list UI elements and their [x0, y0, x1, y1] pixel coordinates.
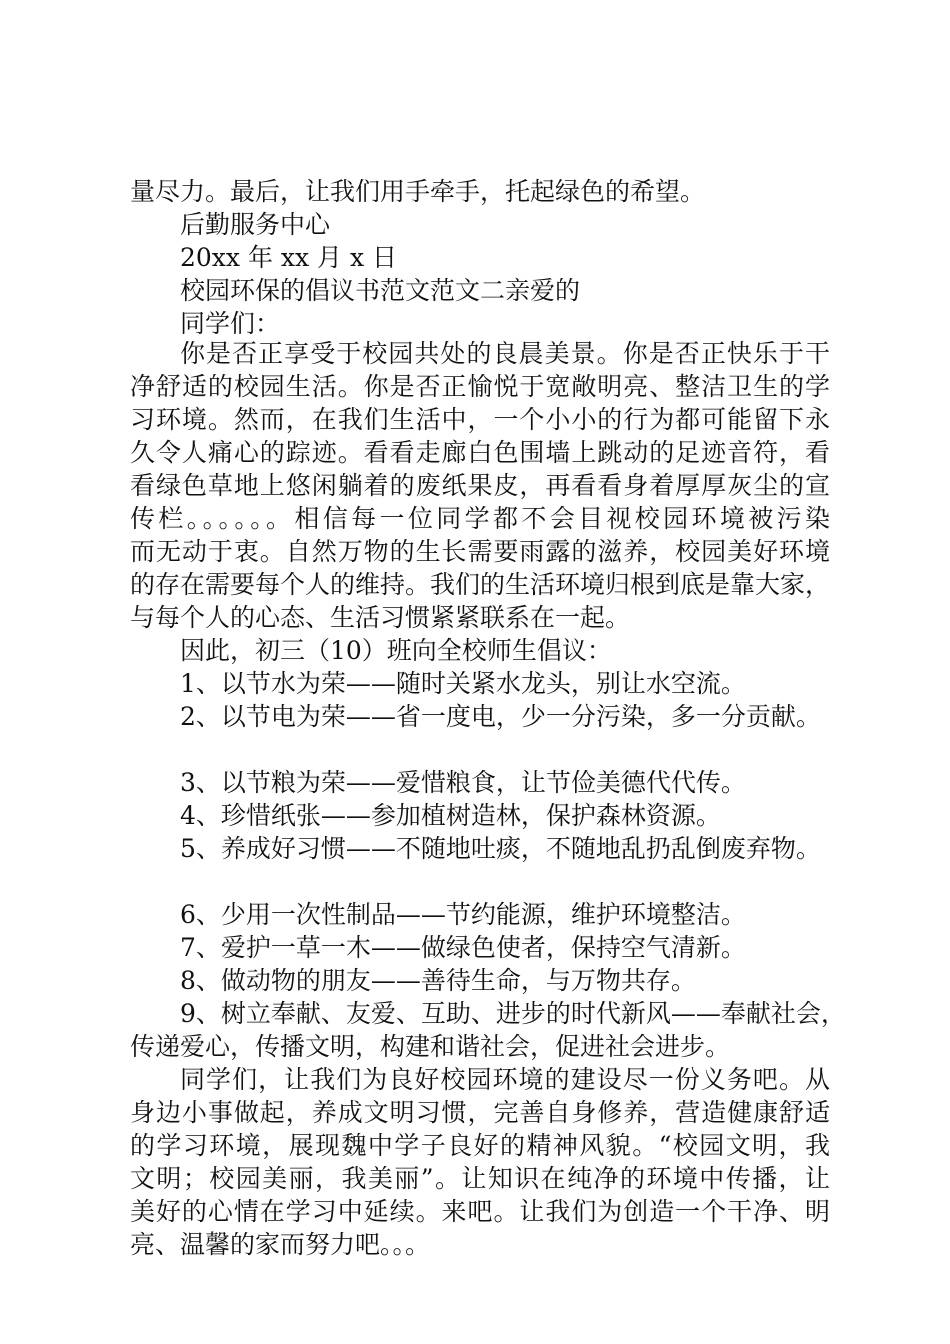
- signature-date: 20xx 年 xx 月 x 日: [180, 243, 398, 272]
- paragraph-line: 传栏。。。。。。相信每一位同学都不会目视校园环境被污染: [130, 504, 830, 533]
- list-item: 7、爱护一草一木——做绿色使者，保持空气清新。: [180, 933, 746, 962]
- list-item: 4、珍惜纸张——参加植树造林，保护森林资源。: [180, 801, 721, 830]
- paragraph-line: 美好的心情在学习中延续。来吧。让我们为创造一个干净、明: [130, 1197, 830, 1226]
- list-item: 1、以节水为荣——随时关紧水龙头，别让水空流。: [180, 669, 746, 698]
- paragraph-line: 的学习环境，展现魏中学子良好的精神风貌。“校园文明，我: [130, 1131, 830, 1160]
- paragraph-line: 而无动于衷。自然万物的生长需要雨露的滋养，校园美好环境: [130, 537, 830, 566]
- section-title: 校园环保的倡议书范文范文二亲爱的: [180, 276, 581, 305]
- paragraph-line: 亮、温馨的家而努力吧。。。: [130, 1230, 431, 1259]
- list-item: 2、以节电为荣——省一度电，少一分污染，多一分贡献。: [180, 702, 821, 731]
- list-item: 9、树立奉献、友爱、互助、进步的时代新风——奉献社会，: [180, 999, 846, 1028]
- paragraph-line: 习环境。然而，在我们生活中，一个小小的行为都可能留下永: [130, 405, 830, 434]
- paragraph-line: 看绿色草地上悠闲躺着的废纸果皮，再看看身着厚厚灰尘的宣: [130, 471, 830, 500]
- paragraph-line: 的存在需要每个人的维持。我们的生活环境归根到底是靠大家，: [130, 570, 831, 599]
- list-item: 5、养成好习惯——不随地吐痰，不随地乱扔乱倒废弃物。: [180, 834, 821, 863]
- paragraph-line: 净舒适的校园生活。你是否正愉悦于宽敞明亮、整洁卫生的学: [130, 372, 830, 401]
- paragraph-line: 文明；校园美丽，我美丽”。让知识在纯净的环境中传播，让: [130, 1164, 830, 1193]
- salutation: 同学们：: [180, 309, 281, 338]
- list-item: 3、以节粮为荣——爱惜粮食，让节俭美德代代传。: [180, 768, 746, 797]
- paragraph-line: 你是否正享受于校园共处的良晨美景。你是否正快乐于干: [180, 339, 830, 368]
- paragraph-line: 久令人痛心的踪迹。看看走廊白色围墙上跳动的足迹音符，看: [130, 438, 830, 467]
- signature-department: 后勤服务中心: [180, 210, 331, 239]
- paragraph-line: 同学们，让我们为良好校园环境的建设尽一份义务吧。从: [180, 1065, 830, 1094]
- paragraph-line: 身边小事做起，养成文明习惯，完善自身修养，营造健康舒适: [130, 1098, 830, 1127]
- list-item: 6、少用一次性制品——节约能源，维护环境整洁。: [180, 900, 746, 929]
- paragraph-line: 量尽力。最后，让我们用手牵手，托起绿色的希望。: [130, 177, 706, 206]
- paragraph-line: 与每个人的心态、生活习惯紧紧联系在一起。: [130, 603, 631, 632]
- list-item: 8、做动物的朋友——善待生命，与万物共存。: [180, 966, 696, 995]
- list-item-continuation: 传递爱心，传播文明，构建和谐社会，促进社会进步。: [130, 1032, 731, 1061]
- proposal-intro: 因此，初三（10）班向全校师生倡议：: [180, 636, 612, 665]
